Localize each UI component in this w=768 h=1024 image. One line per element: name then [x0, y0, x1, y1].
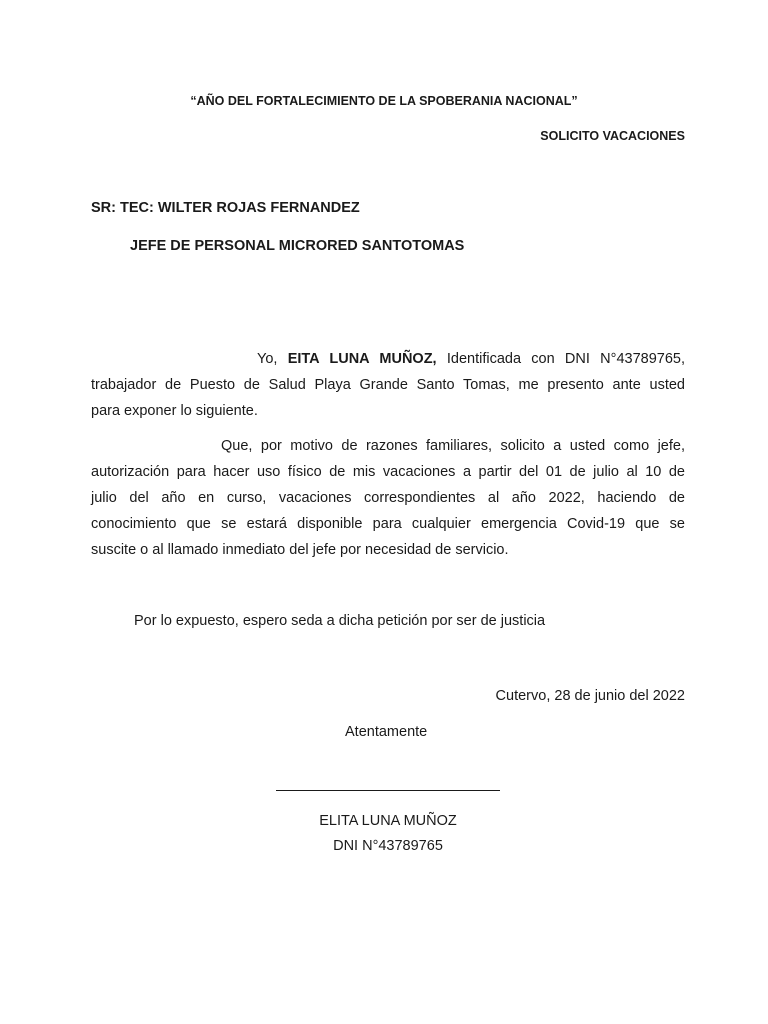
paragraph-request-line-4: conocimiento que se estará disponible para cualquier emergencia Covid-19 que se [91, 516, 685, 532]
document-subject: SOLICITO VACACIONES [540, 129, 685, 143]
signature-dni: DNI N°43789765 [333, 838, 443, 854]
signature-line [276, 790, 500, 791]
document-motto: “AÑO DEL FORTALECIMIENTO DE LA SPOBERANIA NACIONAL” [190, 94, 578, 108]
applicant-name: EITA LUNA MUÑOZ, [287, 351, 437, 367]
paragraph-request-line-3: julio del año en curso, vacaciones correspondientes al año 2022, haciendo de [91, 490, 685, 506]
closing-statement: Por lo expuesto, espero seda a dicha petición por ser de justicia [134, 613, 546, 629]
intro-line1-rest: Identificada con DNI N°43789765, [436, 351, 685, 367]
place-and-date: Cutervo, 28 de junio del 2022 [495, 688, 685, 704]
paragraph-request [91, 433, 685, 563]
paragraph-introduction-line-3: para exponer lo siguiente. [91, 403, 258, 419]
paragraph-request-line-5: suscite o al llamado inmediato del jefe por necesidad de servicio. [91, 542, 509, 558]
addressee-position: JEFE DE PERSONAL MICRORED SANTOTOMAS [130, 238, 465, 254]
paragraph-request-line-1: Que, por motivo de razones familiares, solicito a usted como jefe, [221, 438, 685, 454]
paragraph-introduction-line-2: trabajador de Puesto de Salud Playa Grande Santo Tomas, me presento ante usted [91, 377, 685, 393]
paragraph-introduction-line-1 [91, 346, 685, 372]
paragraph-introduction [91, 346, 685, 424]
signature-name: ELITA LUNA MUÑOZ [319, 813, 457, 829]
paragraph-request-line-2: autorización para hacer uso físico de mis vacaciones a partir del 01 de julio al 10 de [91, 464, 685, 480]
regards: Atentamente [345, 724, 428, 740]
addressee-name: SR: TEC: WILTER ROJAS FERNANDEZ [91, 200, 360, 216]
intro-prefix: Yo, [257, 351, 288, 367]
